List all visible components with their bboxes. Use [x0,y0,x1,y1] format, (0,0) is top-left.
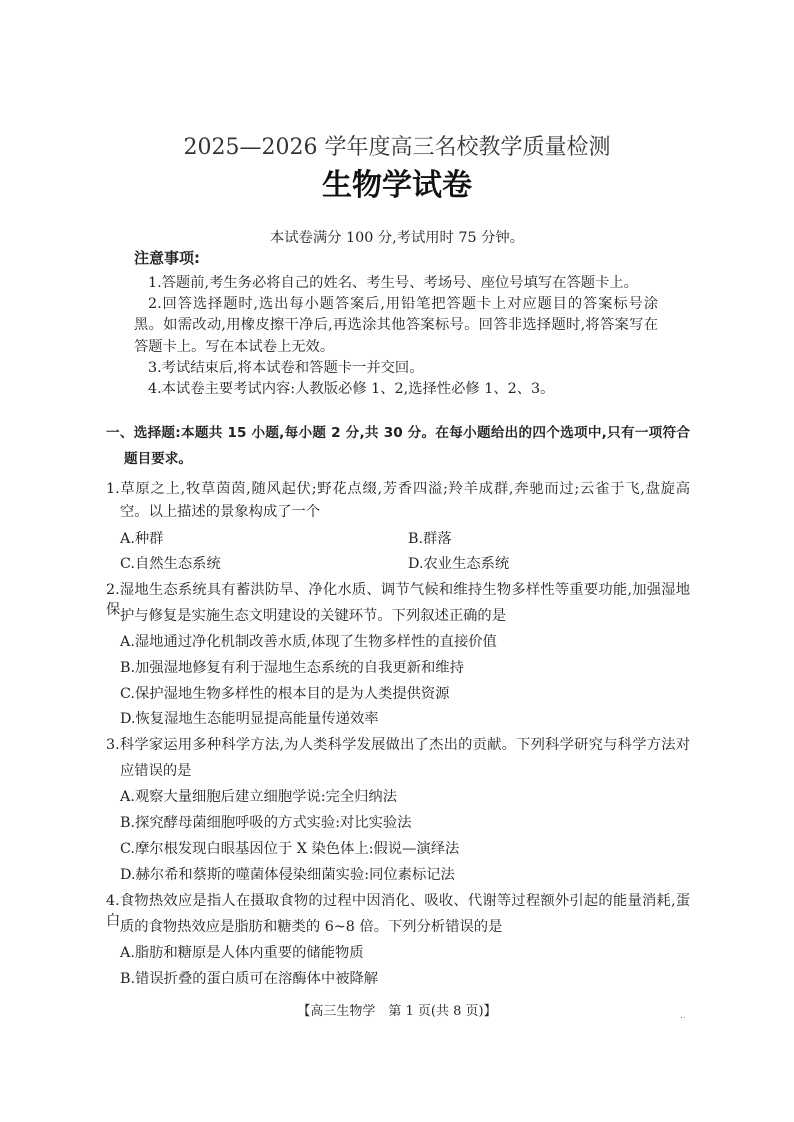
note-line: 黑。如需改动,用橡皮擦干净后,再选涂其他答案标号。回答非选择题时,将答案写在 [134,317,658,333]
question-1-option-d: D.农业生态系统 [408,556,510,572]
question-4-option-a: A.脂肪和糖原是人体内重要的储能物质 [120,945,364,961]
question-1-option-c: C.自然生态系统 [120,556,221,572]
question-3-stem: 应错误的是 [120,763,192,779]
page-footer: 【高三生物学 第 1 页(共 8 页)】 [297,1004,497,1019]
question-1-option-b: B.群落 [408,531,452,547]
question-1-stem: 空。以上描述的景象构成了一个 [120,504,321,520]
question-3-option-d: D.赫尔希和蔡斯的噬菌体侵染细菌实验:同位素标记法 [120,867,455,883]
note-line: 4.本试卷主要考试内容:人教版必修 1、2,选择性必修 1、2、3。 [148,381,555,397]
note-line: 答题卡上。写在本试卷上无效。 [134,339,335,355]
question-1-option-a: A.种群 [120,531,164,547]
notes-heading: 注意事项: [134,249,200,267]
question-2-stem: 护与修复是实施生态文明建设的关键环节。下列叙述正确的是 [120,608,507,624]
question-3-option-c: C.摩尔根发现白眼基因位于 X 染色体上:假说—演绎法 [120,841,460,857]
question-2-stem: 2.湿地生态系统具有蓄洪防旱、净化水质、调节气候和维持生物多样性等重要功能,加强湿地保 [106,582,690,618]
exam-info: 本试卷满分 100 分,考试用时 75 分钟。 [269,230,525,246]
question-1-stem: 1.草原之上,牧草茵茵,随风起伏;野花点缀,芳香四溢;羚羊成群,奔驰而过;云雀于飞,盘旋高 [106,481,690,497]
section-heading-cont: 题目要求。 [124,451,192,467]
note-line: 1.答题前,考生务必将自己的姓名、考生号、考场号、座位号填写在答题卡上。 [148,275,638,291]
question-3-option-a: A.观察大量细胞后建立细胞学说:完全归纳法 [120,789,398,805]
question-4-option-b: B.错误折叠的蛋白质可在溶酶体中被降解 [120,971,379,987]
question-2-option-d: D.恢复湿地生态能明显提高能量传递效率 [120,711,379,727]
note-line: 3.考试结束后,将本试卷和答题卡一并交回。 [148,360,424,376]
question-4-stem: 4.食物热效应是指人在摄取食物的过程中因消化、吸收、代谢等过程额外引起的能量消耗,蛋白 [106,893,690,929]
question-2-option-b: B.加强湿地修复有利于湿地生态系统的自我更新和维持 [120,660,464,676]
question-2-option-a: A.湿地通过净化机制改善水质,体现了生物多样性的直接价值 [120,634,497,650]
question-4-stem: 质的食物热效应是脂肪和糖类的 6~8 倍。下列分析错误的是 [120,919,503,935]
note-line: 2.回答选择题时,选出每小题答案后,用铅笔把答题卡上对应题目的答案标号涂 [148,296,658,312]
question-2-option-c: C.保护湿地生物多样性的根本目的是为人类提供资源 [120,686,450,702]
corner-mark: .. [680,1011,686,1021]
subject-title: 生物学试卷 [322,168,472,203]
question-3-option-b: B.探究酵母菌细胞呼吸的方式实验:对比实验法 [120,815,412,831]
exam-title: 2025—2026 学年度高三名校教学质量检测 [183,135,611,160]
question-3-stem: 3.科学家运用多种科学方法,为人类科学发展做出了杰出的贡献。下列科学研究与科学方法对 [106,737,690,753]
section-heading: 一、选择题:本题共 15 小题,每小题 2 分,共 30 分。在每小题给出的四个选项中,只有一项符合 [106,425,690,441]
